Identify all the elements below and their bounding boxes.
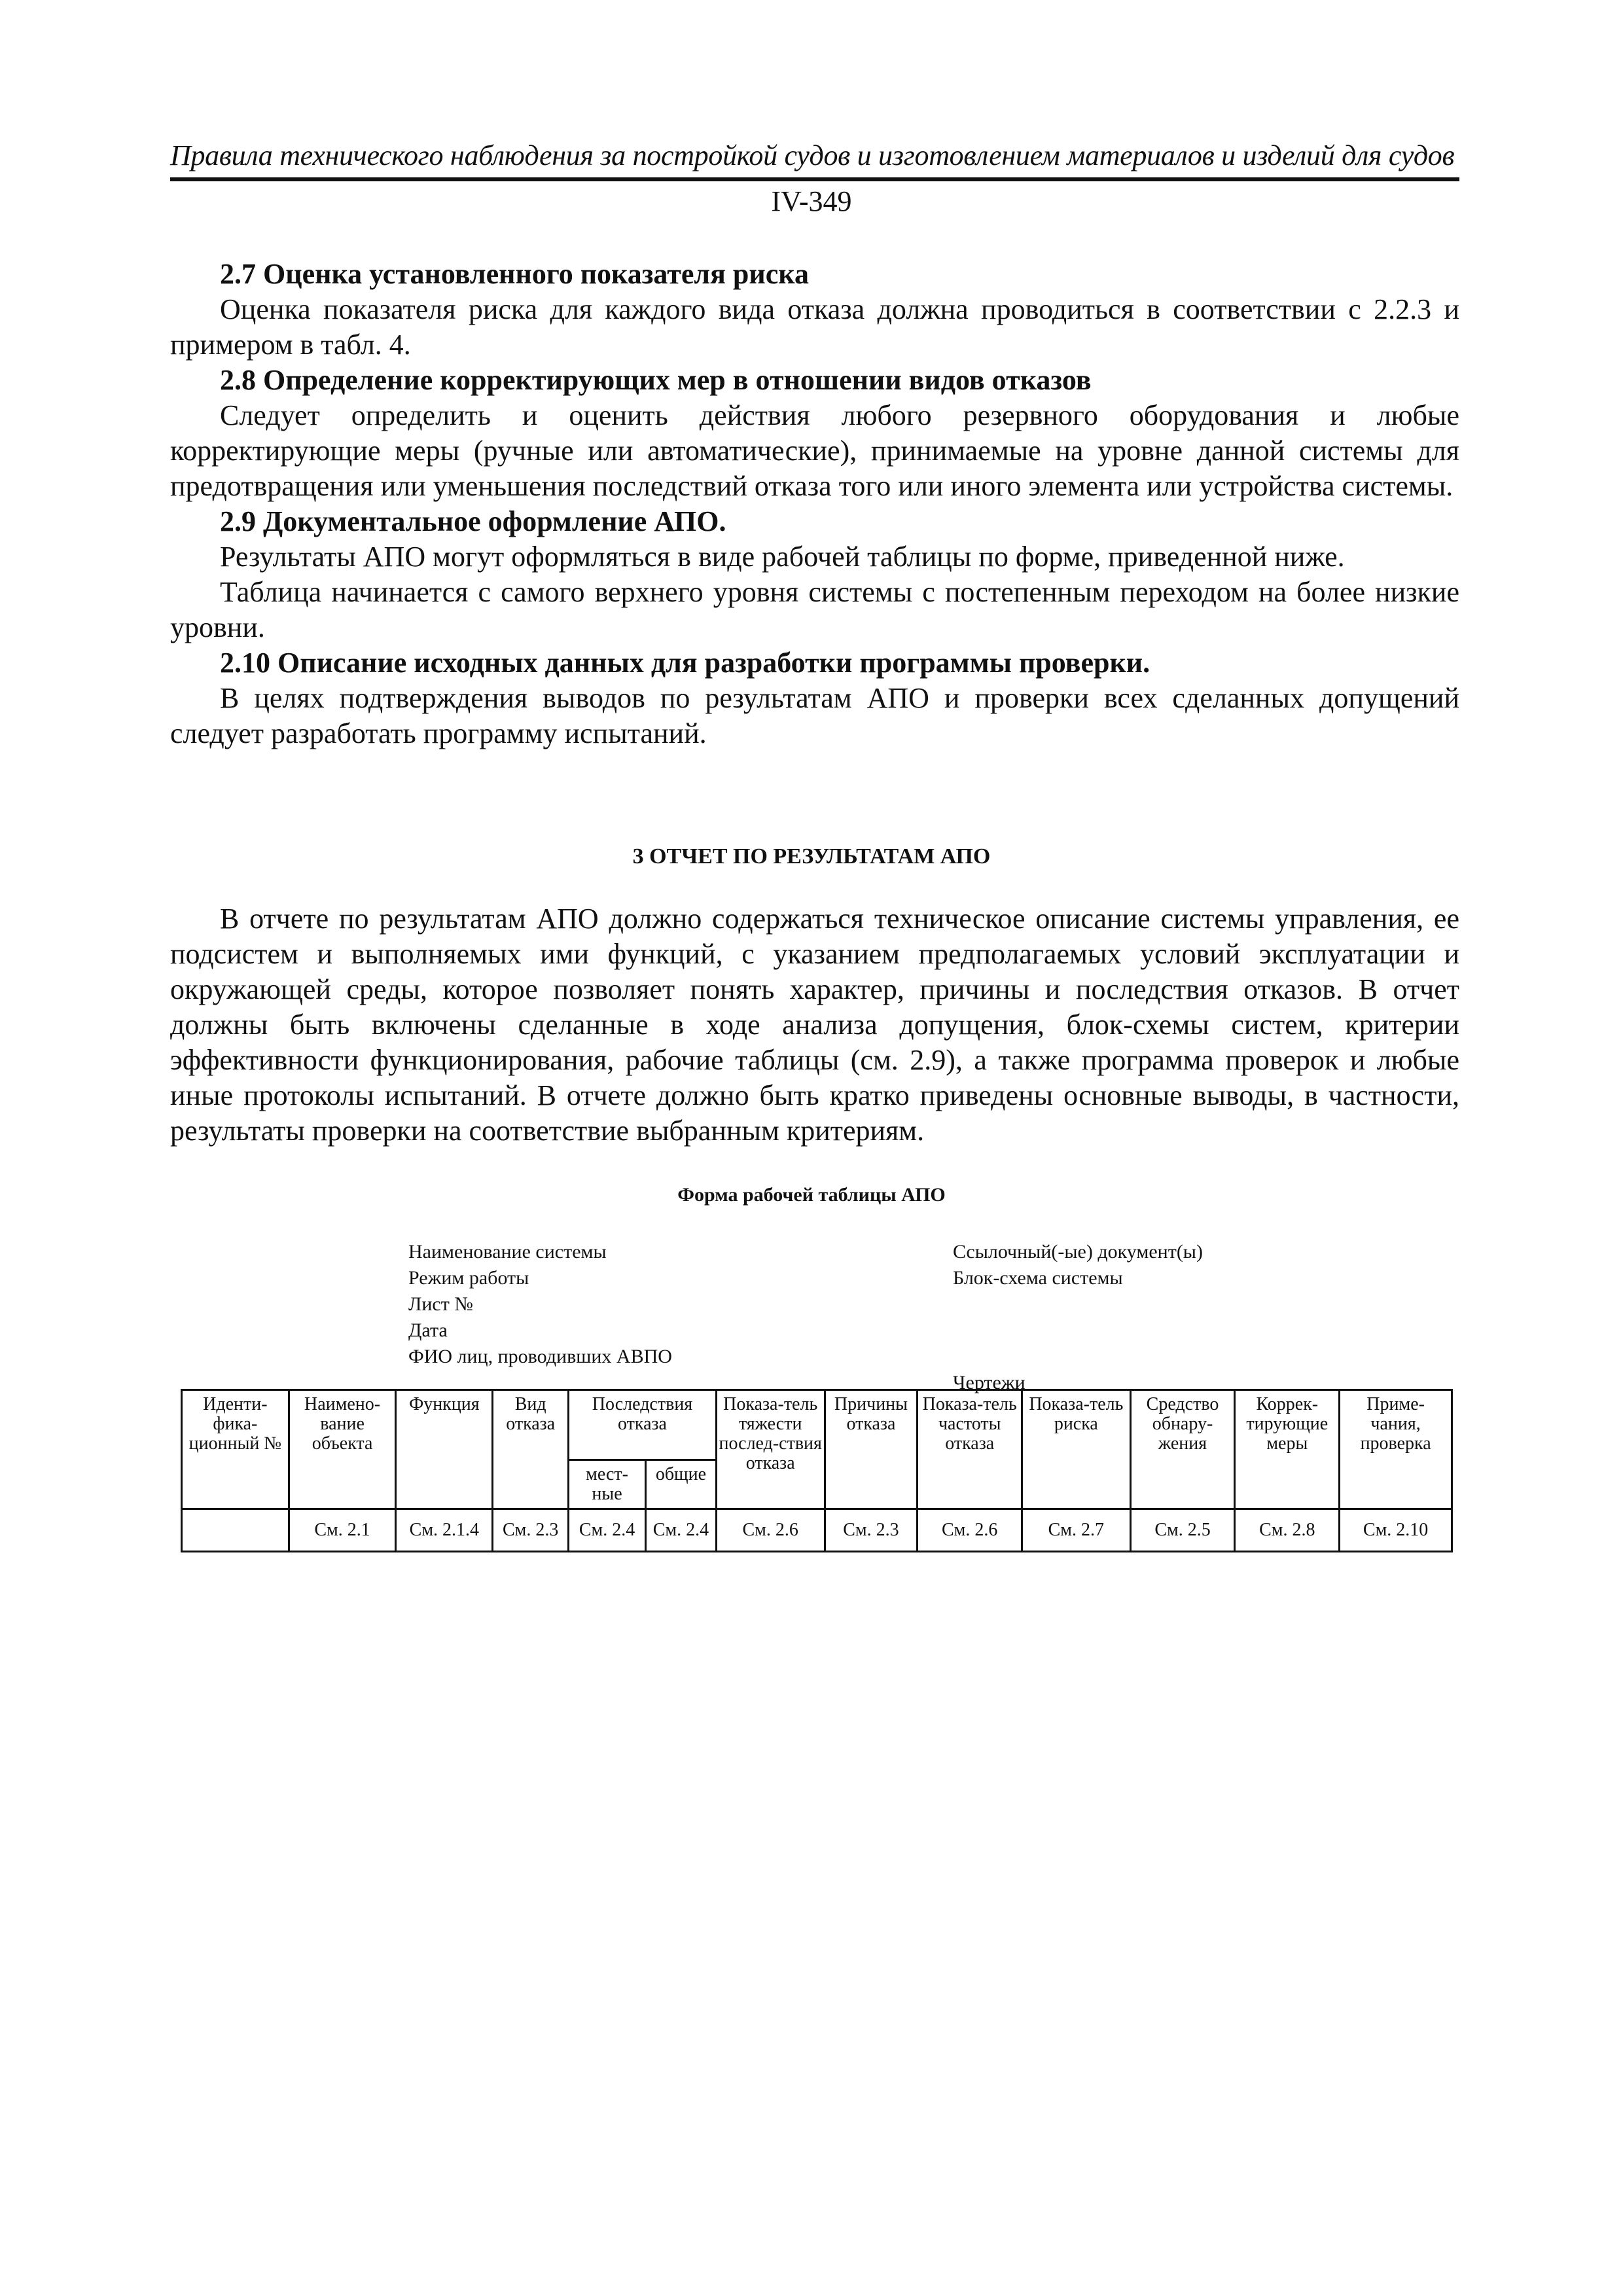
table-cell: См. 2.6 (918, 1509, 1022, 1552)
form-field-sheet: Лист № (408, 1293, 473, 1315)
page-number: IV-349 (771, 185, 852, 217)
table-cell: См. 2.3 (493, 1509, 569, 1552)
form-field-date: Дата (408, 1319, 448, 1341)
section-paragraph: Таблица начинается с самого верхнего уровня системы с постепенным переходом на более низкие уровни. (170, 576, 1459, 643)
apo-table (181, 1389, 1453, 1552)
header-corrective: Коррек-тирующие меры (1235, 1390, 1340, 1509)
table-row (182, 1509, 1452, 1552)
header-causes: Причины отказа (825, 1390, 918, 1509)
header-general: общие (645, 1460, 716, 1509)
header-local: мест-ные (569, 1460, 646, 1509)
header-rule (170, 177, 1459, 181)
header-severity: Показа-тель тяжести послед-ствия отказа (716, 1390, 825, 1509)
section-heading: 2.9 Документальное оформление АПО. (220, 505, 726, 537)
section-paragraph: Результаты АПО могут оформляться в виде рабочей таблицы по форме, приведенной ниже. (220, 541, 1345, 573)
table-cell: См. 2.3 (825, 1509, 918, 1552)
table-cell: См. 2.8 (1235, 1509, 1340, 1552)
header-notes: Приме-чания, проверка (1340, 1390, 1452, 1509)
table-cell: См. 2.7 (1022, 1509, 1131, 1552)
header-frequency: Показа-тель частоты отказа (918, 1390, 1022, 1509)
header-consequences: Последствия отказа (569, 1390, 717, 1460)
table-header-row (182, 1390, 1452, 1460)
report-block (170, 901, 1459, 1149)
section-paragraph: Оценка показателя риска для каждого вида отказа должна проводиться в соответствии с 2.2.3 и примером в табл. 4. (170, 293, 1459, 361)
header-detection: Средство обнару-жения (1130, 1390, 1235, 1509)
table-cell: См. 2.1.4 (396, 1509, 493, 1552)
header-id: Иденти-фика-ционный № (182, 1390, 289, 1509)
form-field-system-name: Наименование системы (408, 1241, 607, 1263)
section-heading: 2.10 Описание исходных данных для разработки программы проверки. (220, 647, 1150, 679)
sections-block (170, 257, 1459, 751)
table-cell: См. 2.10 (1340, 1509, 1452, 1552)
form-right-fields (953, 1239, 1203, 1396)
table-cell: См. 2.4 (645, 1509, 716, 1552)
running-header: Правила технического наблюдения за постройкой судов и изготовлением материалов и изделий для судов (170, 139, 1455, 171)
form-field-mode: Режим работы (408, 1267, 529, 1289)
table-cell: См. 2.6 (716, 1509, 825, 1552)
report-title: 3 ОТЧЕТ ПО РЕЗУЛЬТАТАМ АПО (632, 844, 991, 869)
form-left-fields (408, 1239, 672, 1370)
header-function: Функция (396, 1390, 493, 1509)
form-field-reference-docs: Ссылочный(-ые) документ(ы) (953, 1241, 1203, 1263)
header-failure-mode: Вид отказа (493, 1390, 569, 1509)
table-cell: См. 2.1 (289, 1509, 396, 1552)
section-paragraph: Следует определить и оценить действия любого резервного оборудования и любые корректирующие меры (ручные или автоматические), принимаемые на уровне данной системы для предотвращения или уменьшения последствий отказа того или иного элемента или устройства системы. (170, 399, 1459, 502)
header-risk: Показа-тель риска (1022, 1390, 1131, 1509)
table-cell: См. 2.4 (569, 1509, 646, 1552)
report-paragraph: В отчете по результатам АПО должно содержаться техническое описание системы управления, ее подсистем и выполняемых ими функций, с указанием предполагаемых условий эксплуатации и окружающей среды, которое позволяет понять характер, причины и последствия отказов. В отчет должны быть включены сделанные в ходе анализа допущения, блок-схемы систем, критерии эффективности функционирования, рабочие таблицы (см. 2.9), а также программа проверок и любые иные протоколы испытаний. В отчете должно быть кратко приведены основные выводы, в частности, результаты проверки на соответствие выбранным критериям. (170, 903, 1459, 1147)
section-heading: 2.7 Оценка установленного показателя риска (220, 258, 809, 290)
table-cell (182, 1509, 289, 1552)
form-field-persons: ФИО лиц, проводивших АВПО (408, 1346, 672, 1367)
section-paragraph: В целях подтверждения выводов по результатам АПО и проверки всех сделанных допущений следует разработать программу испытаний. (170, 682, 1459, 749)
header-name: Наимено-вание объекта (289, 1390, 396, 1509)
section-heading: 2.8 Определение корректирующих мер в отношении видов отказов (220, 364, 1092, 396)
form-field-drawings: Чертежи (953, 1372, 1026, 1393)
form-field-block-diagram: Блок-схема системы (953, 1267, 1123, 1289)
table-cell: См. 2.5 (1130, 1509, 1235, 1552)
form-title: Форма рабочей таблицы АПО (677, 1184, 946, 1206)
